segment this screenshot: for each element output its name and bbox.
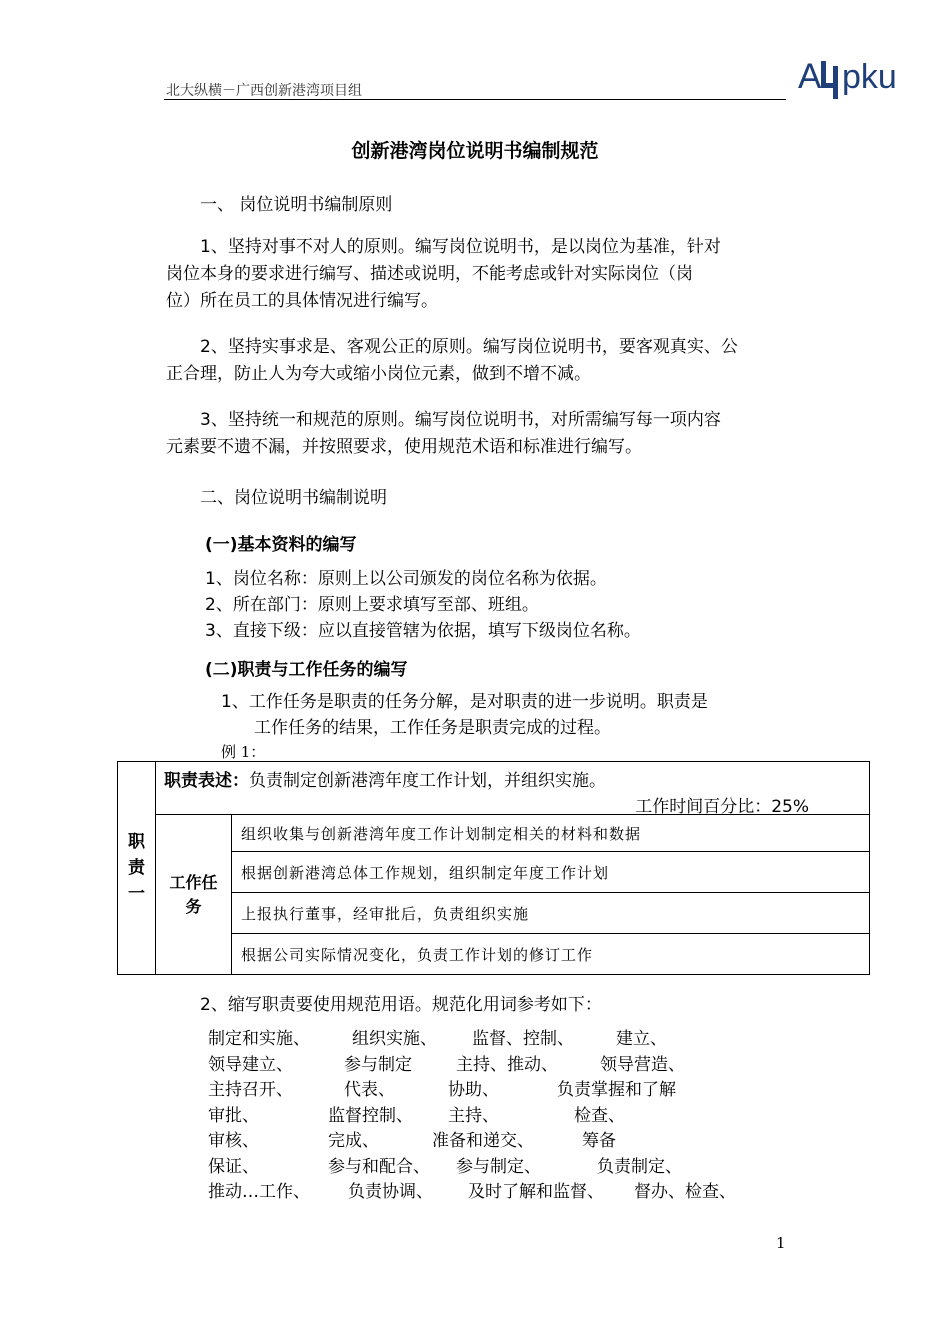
principle-2 <box>166 334 796 388</box>
term: 推动…工作、 <box>208 1182 310 1202</box>
duty-description-cell <box>156 762 870 815</box>
list-item: 3、直接下级：应以直接管辖为依据，填写下级岗位名称。 <box>205 621 641 641</box>
document-title: 创新港湾岗位说明书编制规范 <box>351 140 599 162</box>
tasks-label-line: 务 <box>185 896 202 916</box>
term: 组织实施、 <box>352 1029 437 1049</box>
list-item: 2、所在部门：原则上要求填写至部、班组。 <box>205 595 539 615</box>
task-item: 根据创新港湾总体工作规划，组织制定年度工作计划 <box>232 852 870 893</box>
duty-table <box>117 761 870 975</box>
subsection2-heading: (二)职责与工作任务的编写 <box>205 660 408 680</box>
duty-description-label: 职责表述： <box>164 771 249 791</box>
term: 协助、 <box>448 1080 499 1100</box>
term: 负责掌握和了解 <box>557 1080 676 1100</box>
work-time-percentage: 工作时间百分比：25% <box>635 797 809 817</box>
tasks-label <box>156 815 232 975</box>
duty-item-1-line: 工作任务的结果，工作任务是职责完成的过程。 <box>254 718 611 738</box>
example-label: 例 1： <box>221 743 266 761</box>
term: 领导建立、 <box>208 1054 293 1075</box>
term: 完成、 <box>328 1131 379 1151</box>
duty-item-2: 2、缩写职责要使用规范用语。规范化用词参考如下： <box>200 995 602 1015</box>
duty-row-label-char: 责 <box>128 858 145 878</box>
term: 监督、控制、 <box>472 1029 574 1049</box>
header-divider <box>164 99 786 100</box>
term: 主持、 <box>448 1105 499 1126</box>
term: 负责协调、 <box>348 1182 433 1202</box>
term: 主持召开、 <box>208 1080 293 1100</box>
tasks-label-line: 工作任 <box>169 872 218 892</box>
term: 督办、检查、 <box>634 1182 736 1202</box>
term: 代表、 <box>344 1080 395 1100</box>
duty-description-text: 负责制定创新港湾年度工作计划，并组织实施。 <box>249 771 606 791</box>
term: 监督控制、 <box>328 1105 413 1126</box>
term: 筹备 <box>582 1131 616 1151</box>
term: 准备和递交、 <box>432 1131 534 1151</box>
principle-2-line: 2、坚持实事求是、客观公正的原则。编写岗位说明书，要客观真实、公 <box>200 337 738 357</box>
header-project-name: 北大纵横－广西创新港湾项目组 <box>166 83 362 99</box>
term: 审核、 <box>208 1131 259 1151</box>
term: 主持、推动、 <box>456 1054 558 1075</box>
allpku-logo <box>797 58 931 100</box>
term: 审批、 <box>208 1105 259 1126</box>
principle-1-line: 岗位本身的要求进行编写、描述或说明，不能考虑或针对实际岗位（岗 <box>166 264 693 284</box>
term: 参与制定 <box>344 1054 412 1075</box>
task-item: 根据公司实际情况变化，负责工作计划的修订工作 <box>232 934 870 975</box>
term: 领导营造、 <box>600 1054 685 1075</box>
basic-info-list <box>205 566 641 644</box>
term: 参与和配合、 <box>328 1156 430 1177</box>
term: 及时了解和监督、 <box>468 1182 604 1202</box>
principle-3 <box>166 407 796 461</box>
term: 制定和实施、 <box>208 1029 310 1049</box>
page-number: 1 <box>776 1234 786 1252</box>
principle-1-line: 位）所在员工的具体情况进行编写。 <box>166 291 438 311</box>
list-item: 1、岗位名称：原则上以公司颁发的岗位名称为依据。 <box>205 569 607 589</box>
svg-text:A: A <box>798 58 822 96</box>
duty-item-1-line: 1、工作任务是职责的任务分解，是对职责的进一步说明。职责是 <box>221 692 708 712</box>
section2-heading: 二、岗位说明书编制说明 <box>200 488 387 508</box>
principle-3-line: 3、坚持统一和规范的原则。编写岗位说明书，对所需编写每一项内容 <box>200 410 721 430</box>
duty-row-label <box>118 762 156 975</box>
term: 保证、 <box>208 1156 259 1177</box>
principle-2-line: 正合理，防止人为夸大或缩小岗位元素，做到不增不减。 <box>166 364 591 384</box>
task-item: 上报执行董事，经审批后，负责组织实施 <box>232 893 870 934</box>
section1-heading: 一、 岗位说明书编制原则 <box>200 195 393 215</box>
svg-text:pku: pku <box>842 58 897 96</box>
duty-row-label-char: 职 <box>128 832 145 852</box>
duty-item-1 <box>221 689 708 741</box>
term: 建立、 <box>616 1029 667 1049</box>
term: 负责制定、 <box>597 1156 682 1177</box>
duty-row-label-char: 一 <box>128 884 145 904</box>
principle-1-line: 1、坚持对事不对人的原则。编写岗位说明书，是以岗位为基准，针对 <box>200 237 721 257</box>
principle-1 <box>166 234 796 315</box>
principle-3-line: 元素要不遗不漏，并按照要求，使用规范术语和标准进行编写。 <box>166 437 642 457</box>
subsection1-heading: (一)基本资料的编写 <box>205 535 357 555</box>
task-item: 组织收集与创新港湾年度工作计划制定相关的材料和数据 <box>232 815 870 852</box>
term: 参与制定、 <box>456 1156 541 1177</box>
term: 检查、 <box>574 1105 625 1126</box>
